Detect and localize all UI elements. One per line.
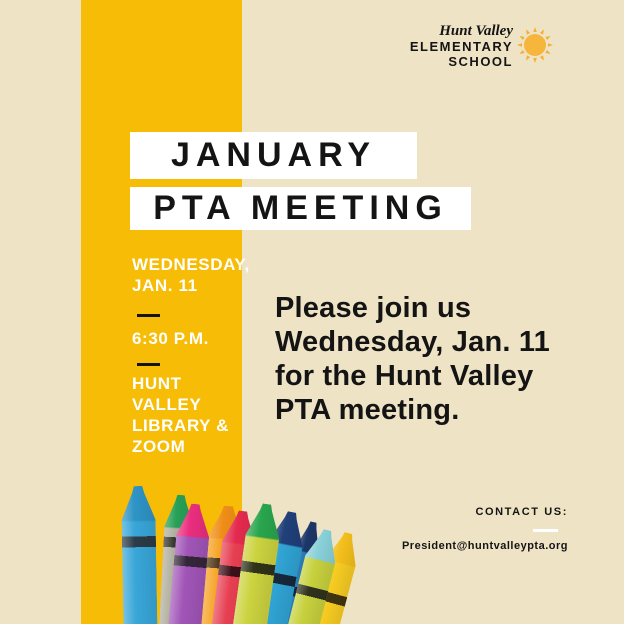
event-time: 6:30 P.M. — [132, 329, 209, 348]
invitation-message — [275, 291, 550, 427]
contact-divider-dash — [533, 529, 558, 532]
event-location-line: HUNT — [132, 374, 182, 393]
event-date-line1: WEDNESDAY, — [132, 255, 250, 274]
message-line: Please join us — [275, 292, 472, 324]
contact-email: President@huntvalleypta.org — [401, 540, 568, 552]
school-logo — [410, 23, 513, 69]
message-line: Wednesday, Jan. 11 — [275, 326, 550, 358]
sun-icon — [516, 26, 554, 64]
event-location-line: LIBRARY & — [132, 416, 230, 435]
divider-dash — [137, 314, 160, 317]
logo-line-elementary: ELEMENTARY — [409, 39, 513, 54]
logo-line-school: SCHOOL — [448, 54, 513, 69]
crayon-teal-lime — [274, 526, 343, 624]
logo-script-text: Hunt Valley — [439, 23, 513, 39]
event-details — [132, 254, 250, 457]
message-line: PTA meeting. — [275, 394, 460, 426]
event-location-line: ZOOM — [132, 437, 186, 456]
contact-section — [402, 506, 568, 553]
contact-heading: CONTACT US: — [475, 506, 568, 518]
title-line-pta-meeting — [130, 187, 471, 230]
title-line-january — [130, 132, 417, 179]
crayon-navy — [265, 519, 325, 624]
title-pta-meeting-text: PTA MEETING — [153, 189, 448, 227]
crayon-sky-blue — [243, 509, 309, 624]
title-january-text: JANUARY — [170, 136, 377, 174]
crayon-yellow — [292, 529, 363, 624]
event-date-line2: JAN. 11 — [132, 276, 198, 295]
event-location-line: VALLEY — [132, 395, 202, 414]
divider-dash — [137, 363, 160, 366]
message-line: for the Hunt Valley — [275, 360, 534, 392]
